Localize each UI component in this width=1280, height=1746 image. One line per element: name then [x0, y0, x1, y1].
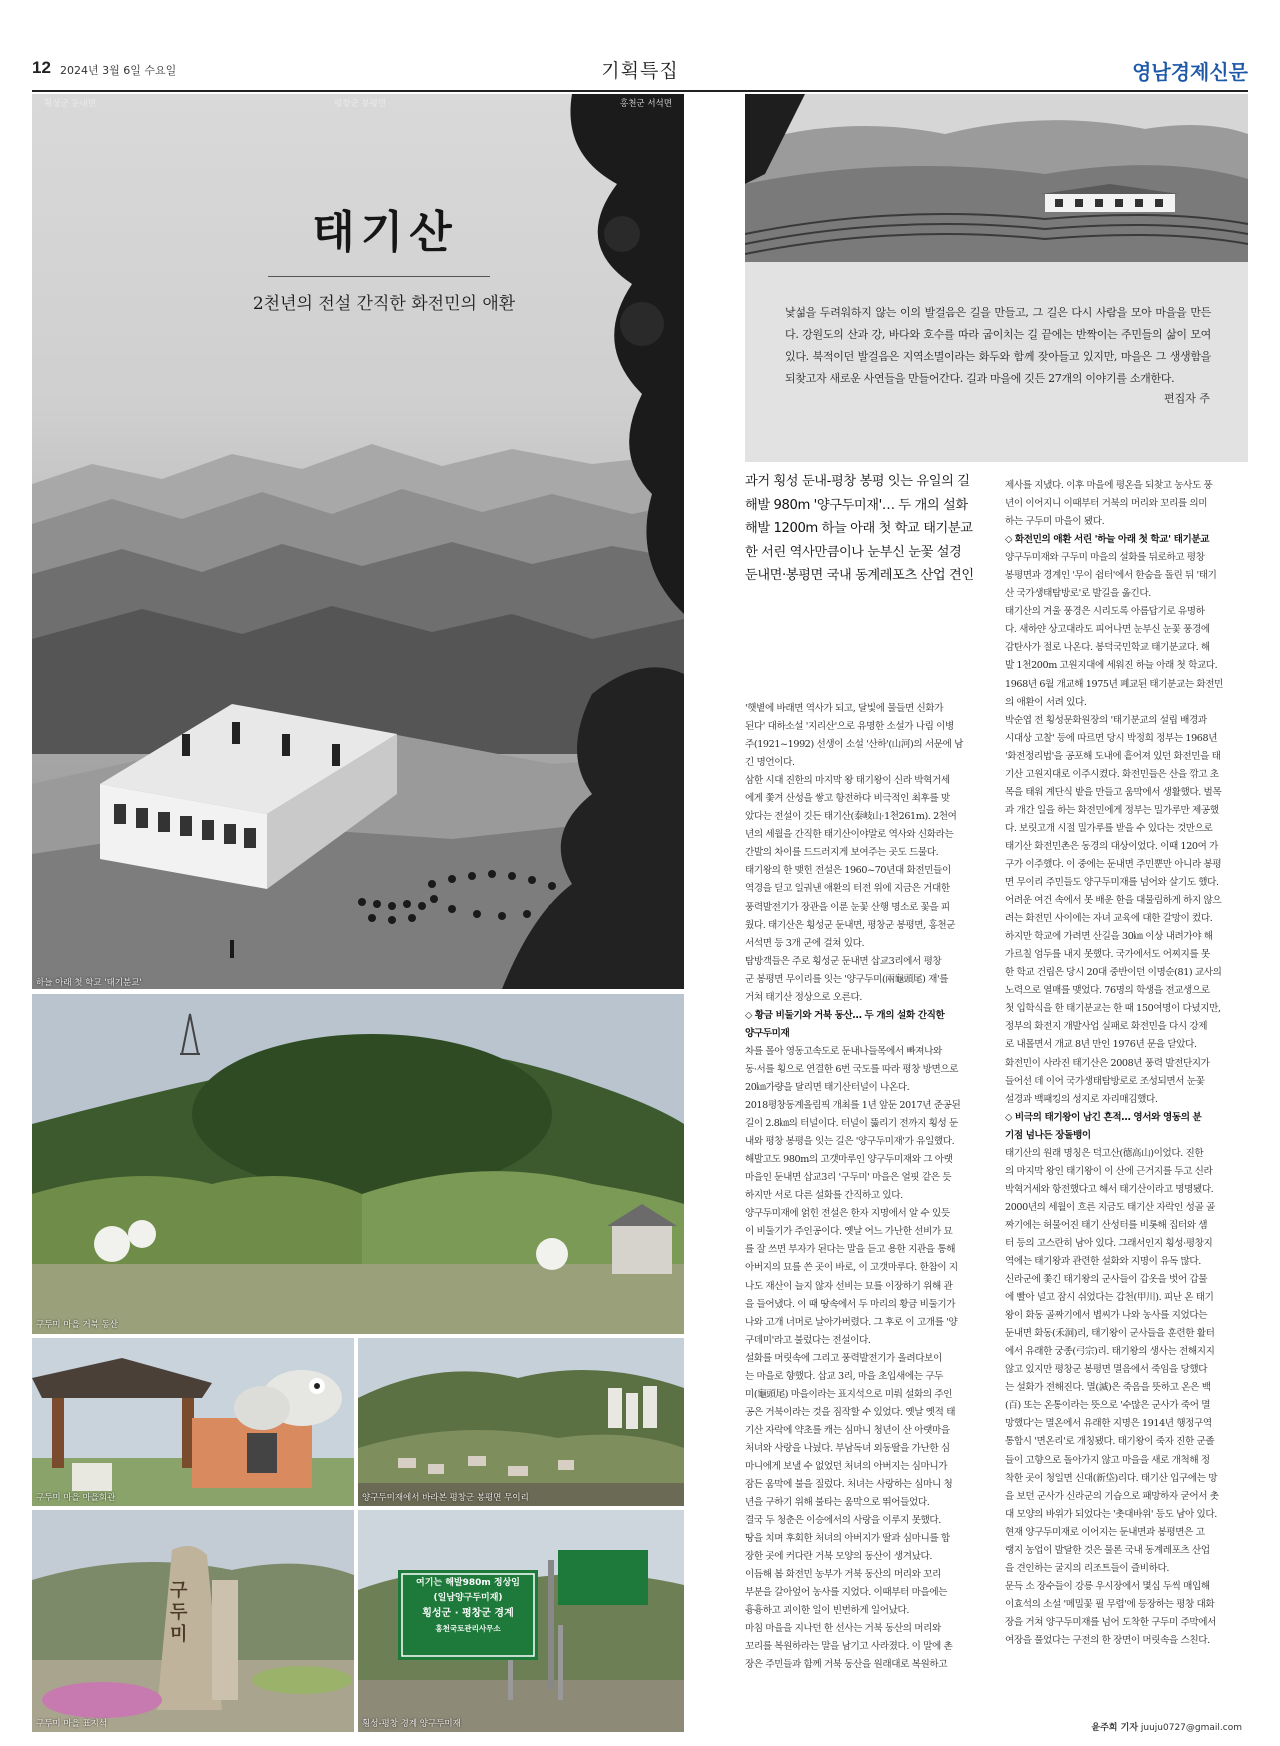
body-line: 을 견인하는 굴지의 리조트들이 즐비하다.	[1005, 1562, 1169, 1574]
body-line: 하지만 학교에 가려면 산길을 30㎞ 이상 내려가야 해	[1005, 931, 1213, 943]
caption-view: 양구두미재에서 바라본 평창군 봉평면 무이리	[362, 1493, 529, 1503]
terrace-photo-art	[745, 94, 1248, 262]
section-heading: ◇ 황금 비둘기와 거북 동산… 두 개의 설화 간직한	[745, 1009, 945, 1021]
body-line: 양구두미재와 구두미 마을의 설화를 뒤로하고 평창	[1005, 552, 1205, 564]
body-line: 산 국가생태탐방로'로 발길을 옮긴다.	[1005, 588, 1151, 600]
road-sign-line-1: 여기는 해발980m 정상임	[416, 1578, 520, 1588]
body-line: 현재 양구두미재로 이어지는 둔내면과 봉평면은 고	[1005, 1526, 1205, 1538]
body-line: 하는 구두미 마을이 됐다.	[1005, 516, 1105, 528]
body-line: 흉흉하고 괴이한 일이 빈번하게 일어났다.	[745, 1605, 909, 1617]
deck-line: 한 서린 역사만큼이나 눈부신 눈꽃 설경	[745, 544, 962, 560]
body-line: 박순엽 전 횡성문화원장의 '태기분교의 설립 배경과	[1005, 714, 1207, 726]
body-line: 을 보던 군사가 신라군의 기습으로 패망하자 굳어서 촛	[1005, 1490, 1219, 1502]
body-line: 삼한 시대 진한의 마지막 왕 태기왕이 신라 박혁거세	[745, 775, 950, 787]
body-line: 설경과 백패킹의 성지로 자리매김했다.	[1005, 1093, 1158, 1105]
body-line: 해발고도 980m의 고갯마루인 양구두미재와 그 아랫	[745, 1154, 953, 1166]
hall-photo	[32, 1338, 354, 1506]
body-line: 았다는 전설이 깃든 태기산(泰岐山·1천261m). 2천여	[745, 811, 957, 823]
body-line: 차를 몰아 영동고속도로 둔내나들목에서 빠져나와	[745, 1045, 942, 1057]
body-column-left	[745, 700, 985, 1675]
caption-pass: 횡성-평창 경계 양구두미재	[362, 1719, 461, 1729]
body-line: 면 무이리 주민들도 양구두미재를 넘어와 살기도 했다.	[1005, 877, 1219, 889]
body-line: 발 1천200m 고원지대에 세워진 하늘 아래 첫 학교다.	[1005, 660, 1218, 672]
body-line: 첫 입학식을 한 태기분교는 한 때 150여명이 다녔지만,	[1005, 1003, 1221, 1015]
body-line: 다. 새하얀 상고대라도 피어나면 눈부신 눈꽃 풍경에	[1005, 624, 1210, 636]
body-line: 역에는 태기왕과 관련한 설화와 지명이 유독 많다.	[1005, 1256, 1201, 1268]
body-line: 땅을 치며 후회한 처녀의 아버지가 딸과 심마니를 합	[745, 1533, 950, 1545]
body-line: 된다' 대하소설 '지리산'으로 유명한 소설가 나림 이병	[745, 721, 954, 733]
body-line: '햇볕에 바래면 역사가 되고, 달빛에 물들면 신화가	[745, 703, 944, 714]
body-line: 거쳐 태기산 정상으로 오른다.	[745, 991, 863, 1003]
body-line: 꼬리를 복원하라는 말을 남기고 사라졌다. 이 말에 촌	[745, 1641, 953, 1653]
geobuk-photo	[32, 994, 684, 1334]
top-label-pyeongchang: 평창군 봉평면	[334, 99, 386, 109]
body-line: 이 비둘기가 주인공이다. 옛날 어느 가난한 선비가 묘	[745, 1226, 953, 1238]
body-line: 긴 명언이다.	[745, 757, 795, 769]
body-line: 태기산의 겨울 풍경은 시리도록 아름답기로 유명하	[1005, 606, 1205, 618]
title-divider	[268, 276, 490, 277]
top-label-hongcheon: 홍천군 서석면	[620, 99, 672, 109]
body-line: 의 애환이 서려 있다.	[1005, 696, 1087, 708]
body-line: 설화를 머릿속에 그리고 풍력발전기가 올려다보이	[745, 1352, 942, 1364]
section-heading: ◇ 화전민의 애환 서린 '하늘 아래 첫 학교' 태기분교	[1005, 534, 1210, 546]
body-line: 에게 쫓겨 산성을 쌓고 항전하다 비극적인 최후를 맞	[745, 793, 950, 805]
body-line: 을 들어냈다. 이 때 땅속에서 두 마리의 황금 비둘기가	[745, 1298, 956, 1310]
body-line: 나와 고개 너머로 날아가버렸다. 그 후로 이 고개를 '양	[745, 1316, 958, 1328]
body-line: 결국 두 청춘은 이승에서의 사랑을 이루지 못했다.	[745, 1515, 941, 1527]
terrace-photo	[745, 94, 1248, 262]
article-deck	[745, 470, 983, 588]
body-line: 웠다. 태기산은 횡성군 둔내면, 평창군 봉평면, 홍천군	[745, 919, 956, 931]
body-line: 내와 평창 봉평을 잇는 길은 '양구두미재'가 유일했다.	[745, 1136, 955, 1148]
caption-geobuk: 구두미 마을 거북 동산	[36, 1320, 119, 1330]
deck-line: 해발 980m '양구두미재'… 두 개의 설화	[745, 497, 968, 513]
road-sign-line-3: 횡성군 · 평창군 경계	[422, 1608, 514, 1619]
body-line: 태기산 화전민촌은 동경의 대상이었다. 이때 120여 가	[1005, 840, 1219, 852]
body-line: 잠든 움막에 불을 질렀다. 처녀는 사랑하는 심마니 청	[745, 1479, 953, 1491]
byline	[1091, 1720, 1242, 1733]
road-sign-line-4: 홍천국토관리사무소	[435, 1624, 501, 1633]
body-line: 짜기에는 허물어진 태기 산성터를 비롯해 집터와 샘	[1005, 1219, 1208, 1231]
body-line: 노력으로 열매를 맺었다. 76명의 학생을 전교생으로	[1005, 985, 1210, 997]
body-line: 랭지 농업이 발달한 것은 물론 국내 동계레포츠 산업	[1005, 1544, 1210, 1556]
body-line: 역경을 딛고 일궈낸 애환의 터전 위에 지금은 거대한	[745, 883, 950, 895]
body-line: '화전정리법'을 공포해 도내에 흩어져 있던 화전민을 태	[1005, 750, 1221, 762]
section-heading: ◇ 비극의 태기왕이 남긴 흔적… 영서와 영동의 분	[1005, 1111, 1202, 1123]
body-line: 서석면 등 3개 군에 걸쳐 있다.	[745, 937, 865, 949]
body-line: 년을 구하기 위해 불타는 움막으로 뛰어들었다.	[745, 1497, 930, 1509]
body-line: 들이 고향으로 돌아가지 않고 마을을 새로 개척해 정	[1005, 1454, 1210, 1466]
body-line: 로 내몰면서 개교 8년 만인 1976년 문을 닫았다.	[1005, 1039, 1197, 1051]
body-line: 군 봉평면 무이리를 잇는 '양구두미(兩龜頭尾) 재'를	[745, 973, 949, 985]
body-line: 나도 재산이 늘지 않자 선비는 묘를 이장하기 위해 관	[745, 1280, 953, 1292]
body-line: 통합시 '면온리'로 개칭됐다. 태기왕이 죽자 진한 군졸	[1005, 1436, 1215, 1448]
body-line: 공은 거북이라는 것을 짐작할 수 있었다. 옛날 옛적 태	[745, 1406, 956, 1418]
body-line: 부분을 갈아엎어 농사를 지었다. 이때부터 마을에는	[745, 1587, 948, 1599]
body-line: 않고 있지만 평창군 봉평면 멸음에서 죽임을 당했다	[1005, 1364, 1208, 1376]
reporter-email[interactable]: juuju0727@gmail.com	[1140, 1723, 1242, 1733]
body-line: 여장을 풀었다는 구전의 한 장면이 머릿속을 스친다.	[1005, 1635, 1210, 1646]
section-title: 기획특집	[601, 60, 679, 82]
body-line: 가르칠 엄두를 내지 못했다. 국가에서도 어찌지를 못	[1005, 949, 1210, 961]
body-line: 는 설화가 전해진다. 멸(滅)은 죽음을 뜻하고 온은 백	[1005, 1382, 1211, 1394]
body-line: 시대상 고찰' 등에 따르면 당시 박정희 정부는 1968년	[1005, 732, 1218, 744]
issue-date: 2024년 3월 6일 수요일	[60, 64, 177, 77]
body-line: 신라군에 쫓긴 태기왕의 군사들이 갑옷을 벗어 갑물	[1005, 1274, 1208, 1286]
body-line: 처녀와 사랑을 나눴다. 부남독녀 외동딸을 가난한 심	[745, 1442, 950, 1454]
body-line: 마니에게 보낼 수 없었던 처녀의 아버지는 심마니가	[745, 1460, 948, 1472]
body-line: 하지만 서로 다른 설화를 간직하고 있다.	[745, 1190, 903, 1202]
body-line: 망했다'는 멸온에서 유래한 지명은 1914년 행정구역	[1005, 1418, 1212, 1430]
body-line: 20㎞가량을 달리면 태기산터널이 나온다.	[745, 1081, 910, 1093]
body-line: 봉평면과 경계인 '무이 쉼터'에서 한숨을 돌린 뒤 '태기	[1005, 570, 1217, 582]
road-sign-line-2: (일남양구두미재)	[433, 1593, 503, 1603]
body-line: 이듬해 봄 화전민 농부가 거북 동산의 머리와 꼬리	[745, 1569, 941, 1581]
body-line: 2000년의 세월이 흐른 지금도 태기산 자락인 성골 골	[1005, 1201, 1215, 1213]
body-line: 2018평창동계올림픽 개최를 1년 앞둔 2017년 준공된	[745, 1100, 961, 1112]
body-line: 려는 화전민 사이에는 자녀 교육에 대한 갈망이 컸다.	[1005, 913, 1213, 925]
section-heading: 기점 넘나든 장돌뱅이	[1005, 1129, 1091, 1141]
body-line: 아버지의 묘를 쓴 곳이 바로, 이 고갯마루다. 한참이 지	[745, 1262, 958, 1274]
newspaper-logo[interactable]: 영남경제신문	[1132, 60, 1248, 84]
body-line: (百) 또는 온통이라는 뜻으로 '수많은 군사가 죽어 멸	[1005, 1400, 1211, 1412]
top-label-hoengseong: 횡성군 둔내면	[44, 99, 96, 109]
editor-intro-box	[745, 262, 1248, 462]
body-line: 장은 주민들과 함께 거북 동산을 원래대로 복원하고	[745, 1659, 948, 1671]
editor-note-label: 편집자 주	[1163, 392, 1210, 405]
caption-hall: 구두미 마을 마을회관	[36, 1493, 116, 1503]
body-line: 과 개간 일을 하는 화전민에게 정부는 밀가루만 제공했	[1005, 804, 1219, 816]
body-line: 착한 곳이 청일면 신대(新垈)리다. 태기산 입구에는 망	[1005, 1472, 1218, 1484]
body-line: 화전민이 사라진 태기산은 2008년 풍력 발전단지가	[1005, 1057, 1210, 1069]
hall-photo-art	[32, 1338, 354, 1506]
body-line: 다. 보릿고개 시절 밀가루를 받을 수 있다는 것만으로	[1005, 822, 1213, 834]
body-column-right	[1005, 477, 1248, 1650]
body-line: 목을 태워 계단식 밭을 만들고 움막에서 생활했다. 벌목	[1005, 786, 1222, 798]
body-line: 길이 2.8㎞의 터널이다. 터널이 뚫리기 전까지 횡성 둔	[745, 1118, 958, 1130]
body-line: 기산 고원지대로 이주시켰다. 화전민들은 산을 깎고 초	[1005, 768, 1219, 780]
caption-stone: 구두미 마을 표지석	[36, 1719, 108, 1729]
stone-photo	[32, 1510, 354, 1732]
body-line: 박혁거세와 항전했다고 해서 태기산이라고 명명됐다.	[1005, 1183, 1214, 1195]
stone-inscription: 구두미	[170, 1580, 188, 1645]
section-heading: 양구두미재	[745, 1027, 790, 1039]
body-line: 풍력발전기가 장관을 이룬 눈꽃 산행 명소로 꽃을 피	[745, 901, 950, 913]
deck-line: 둔내면·봉평면 국내 동계레포츠 산업 견인	[745, 568, 974, 583]
deck-line: 해발 1200m 하늘 아래 첫 학교 태기분교	[745, 521, 973, 536]
page-header	[32, 52, 1248, 92]
body-line: 년의 세월을 간직한 태기산이야말로 역사와 신화라는	[745, 829, 954, 841]
body-line: 의 마지막 왕인 태기왕이 이 산에 근거지를 두고 신라	[1005, 1165, 1213, 1177]
body-line: 장한 곳에 커다란 거북 모양의 동산이 생겨났다.	[745, 1551, 933, 1563]
geobuk-photo-art	[32, 994, 684, 1334]
body-line: 탐방객들은 주로 횡성군 둔내면 삽교3리에서 평창	[745, 955, 942, 967]
body-line: 왕이 화동 골짜기에서 볍씨가 나와 농사를 지었다는	[1005, 1310, 1208, 1322]
body-line: 에서 유래한 궁종(弓宗)리. 태기왕의 생사는 전해지지	[1005, 1346, 1215, 1358]
reporter-name: 윤주희 기자	[1091, 1723, 1139, 1733]
body-line: 들어선 데 이어 국가생태탐방로로 조성되면서 눈꽃	[1005, 1075, 1205, 1087]
editor-intro-text: 낯섦을 두려워하지 않는 이의 발걸음은 길을 만들고, 그 길은 다시 사람을 모아 마을을 만든다. 강원도의 산과 강, 바다와 호수를 따라 굽이치는 길 끝에는 반짝이는 주민들의 삶이 모여 있다. 북적이던 발걸음은 지역소멸이라는 화두와 함께 잦아들고 있지만, 마을은 그 생생함을 되찾고자 새로운 사연들을 만들어간다. 길과 마을에 깃든 27개의 이야기를 소개한다.	[785, 306, 1211, 385]
body-line: 구데미'라고 불렀다는 전설이다.	[745, 1334, 871, 1346]
body-line: 터 등의 고스란히 남아 있다. 그래서인지 횡성·평창지	[1005, 1237, 1213, 1249]
body-line: 를 잘 쓰면 부자가 된다는 말을 듣고 용한 지관을 통해	[745, 1244, 956, 1256]
body-line: 주(1921~1992) 선생이 소설 '산하'(山河)의 서문에 남	[745, 739, 964, 751]
body-line: 동·서를 횡으로 연결한 6번 국도를 따라 평창 방면으로	[745, 1063, 959, 1075]
body-line: 미(龜頭尾) 마을이라는 표지석으로 미뤄 설화의 주인	[745, 1388, 953, 1400]
body-line: 대 모양의 바위가 되었다는 '촛대바위' 등도 남아 있다.	[1005, 1508, 1217, 1520]
body-line: 한 학교 건립은 당시 20대 중반이던 이명순(81) 교사의	[1005, 967, 1222, 979]
stone-photo-art	[32, 1510, 354, 1732]
caption-main-photo: 하늘 아래 첫 학교 '태기분교'	[36, 978, 142, 988]
body-line: 는 마을로 향했다. 삽교 3리, 마을 초입새에는 구두	[745, 1370, 944, 1382]
article-title: 태기산	[312, 207, 458, 258]
body-line: 둔내면 화동(禾洞)리, 태기왕이 군사들을 훈련한 활터	[1005, 1328, 1215, 1340]
body-line: 감탄사가 절로 나온다. 봉덕국민학교 태기분교다. 해	[1005, 642, 1210, 654]
body-line: 태기왕의 한 맺힌 전설은 1960~70년대 화전민들이	[745, 865, 951, 877]
body-line: 양구두미재에 얽힌 전설은 한자 지명에서 알 수 있듯	[745, 1208, 950, 1220]
road-sign	[402, 1576, 534, 1636]
body-line: 장을 거쳐 양구두미재를 넘어 도착한 구두미 주막에서	[1005, 1616, 1216, 1628]
body-line: 간발의 차이를 드드러지게 보여주는 곳도 드물다.	[745, 847, 939, 859]
body-line: 마을인 둔내면 삽교3리 '구두미' 마을은 얼핏 같은 듯	[745, 1172, 952, 1184]
body-line: 에 빨아 널고 잠시 쉬었다는 갑천(甲川). 피난 온 태기	[1005, 1292, 1214, 1304]
article-subtitle: 2천년의 전설 간직한 화전민의 애환	[252, 294, 516, 314]
view-photo-art	[358, 1338, 684, 1506]
body-line: 제사를 지냈다. 이후 마을에 평온을 되찾고 농사도 풍	[1005, 480, 1213, 491]
body-line: 문득 소 장수들이 강릉 우시장에서 몇십 두씩 매입해	[1005, 1580, 1210, 1592]
deck-line: 과거 횡성 둔내-평창 봉평 잇는 유일의 길	[745, 474, 970, 489]
body-line: 년이 이어지니 이때부터 거북의 머리와 꼬리를 의미	[1005, 498, 1208, 510]
body-line: 어려운 여건 속에서 못 배운 한을 대물림하게 하지 않으	[1005, 895, 1222, 907]
body-line: 1968년 6월 개교해 1975년 폐교된 태기분교는 화전민	[1005, 678, 1223, 690]
page-number: 12	[32, 58, 51, 77]
view-photo	[358, 1338, 684, 1506]
body-line: 마침 마을을 지나던 한 선사는 거북 동산의 머리와	[745, 1623, 941, 1635]
body-line: 이효석의 소설 '메밀꽃 필 무렵'에 등장하는 평창 대화	[1005, 1598, 1215, 1610]
body-line: 기산 자락에 약초를 캐는 심마니 청년이 산 아랫마을	[745, 1424, 950, 1436]
body-line: 정부의 화전지 개발사업 실패로 화전민을 다시 강제	[1005, 1021, 1208, 1033]
body-line: 태기산의 원래 명칭은 덕고산(德高山)이었다. 진한	[1005, 1147, 1204, 1159]
body-line: 구가 이주했다. 이 중에는 둔내면 주민뿐만 아니라 봉평	[1005, 858, 1222, 870]
